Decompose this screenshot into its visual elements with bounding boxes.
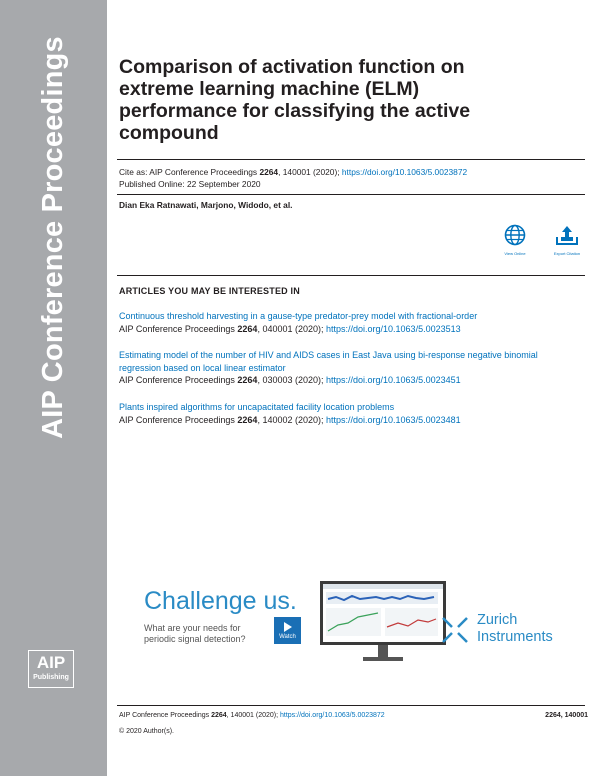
paper-title: Comparison of activation function on extreme learning machine (ELM) performance for classifying the active compound bbox=[119, 56, 471, 144]
aip-publishing-logo[interactable] bbox=[28, 650, 74, 688]
footer-volume: 2264 bbox=[211, 712, 227, 719]
published-date: Published Online: 22 September 2020 bbox=[119, 179, 261, 189]
footer-citation bbox=[119, 712, 385, 719]
copyright: © 2020 Author(s). bbox=[119, 728, 174, 735]
related-article-citation bbox=[119, 374, 589, 387]
sidebar bbox=[0, 0, 107, 776]
view-online-button[interactable] bbox=[495, 224, 535, 256]
globe-icon bbox=[504, 224, 526, 246]
footer-doi-link[interactable]: https://doi.org/10.1063/5.0023872 bbox=[280, 712, 385, 719]
play-icon bbox=[284, 622, 292, 632]
footer-rest: , 140001 (2020); bbox=[226, 712, 280, 719]
related-article-doi[interactable]: https://doi.org/10.1063/5.0023481 bbox=[326, 414, 461, 425]
citation-prefix: AIP Conference Proceedings bbox=[119, 323, 238, 334]
citation-prefix: AIP Conference Proceedings bbox=[119, 414, 238, 425]
citation-volume: 2264 bbox=[237, 375, 258, 385]
logo-publishing-text: Publishing bbox=[33, 674, 69, 681]
related-article-doi[interactable]: https://doi.org/10.1063/5.0023513 bbox=[326, 323, 461, 334]
citation-rest: , 030003 (2020); bbox=[257, 375, 326, 385]
logo-aip-text: AIP bbox=[36, 653, 66, 672]
divider bbox=[117, 159, 585, 160]
citation-prefix: AIP Conference Proceedings bbox=[119, 375, 238, 385]
related-article-title[interactable]: Plants inspired algorithms for uncapacitated facility location problems bbox=[119, 402, 395, 412]
citation-volume: 2264 bbox=[237, 323, 258, 334]
footer-page-id: 2264, 140001 bbox=[545, 712, 588, 719]
watch-button[interactable] bbox=[274, 617, 301, 644]
ad-headline: Challenge us. bbox=[144, 587, 297, 615]
related-article-citation bbox=[119, 323, 589, 336]
related-article-citation bbox=[119, 414, 589, 427]
export-icon bbox=[555, 224, 579, 246]
citation-volume: 2264 bbox=[237, 414, 258, 425]
related-article-doi[interactable]: https://doi.org/10.1063/5.0023451 bbox=[326, 375, 461, 385]
watch-label: Watch bbox=[279, 634, 296, 640]
ad-question: What are your needs for periodic signal detection? bbox=[144, 623, 246, 644]
doi-link[interactable]: https://doi.org/10.1063/5.0023872 bbox=[341, 167, 468, 177]
cite-rest: , 140001 (2020); bbox=[278, 167, 342, 177]
citation-rest: , 140002 (2020); bbox=[257, 414, 326, 425]
authors: Dian Eka Ratnawati, Marjono, Widodo, et al. bbox=[119, 200, 293, 210]
related-article-title[interactable]: Estimating model of the number of HIV and AIDS cases in East Java using bi-response negative binomial regression based on local linear estimator bbox=[119, 350, 538, 373]
footer-prefix: AIP Conference Proceedings bbox=[119, 712, 212, 719]
related-article bbox=[119, 349, 589, 387]
divider bbox=[117, 194, 585, 195]
advertisement-banner[interactable] bbox=[122, 565, 578, 688]
cite-volume: 2264 bbox=[259, 167, 279, 177]
citation-rest: , 040001 (2020); bbox=[257, 323, 326, 334]
brand-line1: Zurich bbox=[477, 612, 518, 628]
brand-line2: Instruments bbox=[477, 629, 553, 645]
cite-prefix: Cite as: AIP Conference Proceedings bbox=[119, 167, 260, 177]
journal-name: AIP Conference Proceedings bbox=[36, 36, 69, 439]
brand-name bbox=[477, 612, 553, 646]
citation-line bbox=[119, 167, 467, 178]
related-article bbox=[119, 310, 589, 335]
zurich-instruments-logo-icon bbox=[440, 615, 470, 645]
divider bbox=[117, 705, 585, 706]
related-article bbox=[119, 401, 589, 426]
view-online-label: View Online bbox=[504, 251, 526, 256]
export-citation-button[interactable] bbox=[547, 224, 587, 256]
related-article-title[interactable]: Continuous threshold harvesting in a gause-type predator-prey model with fractional-order bbox=[119, 311, 478, 321]
monitor-graphic bbox=[318, 579, 448, 665]
export-citation-label: Export Citation bbox=[553, 251, 581, 256]
journal-vertical-title bbox=[8, 36, 98, 439]
related-articles-heading: ARTICLES YOU MAY BE INTERESTED IN bbox=[119, 286, 300, 296]
divider bbox=[117, 275, 585, 276]
